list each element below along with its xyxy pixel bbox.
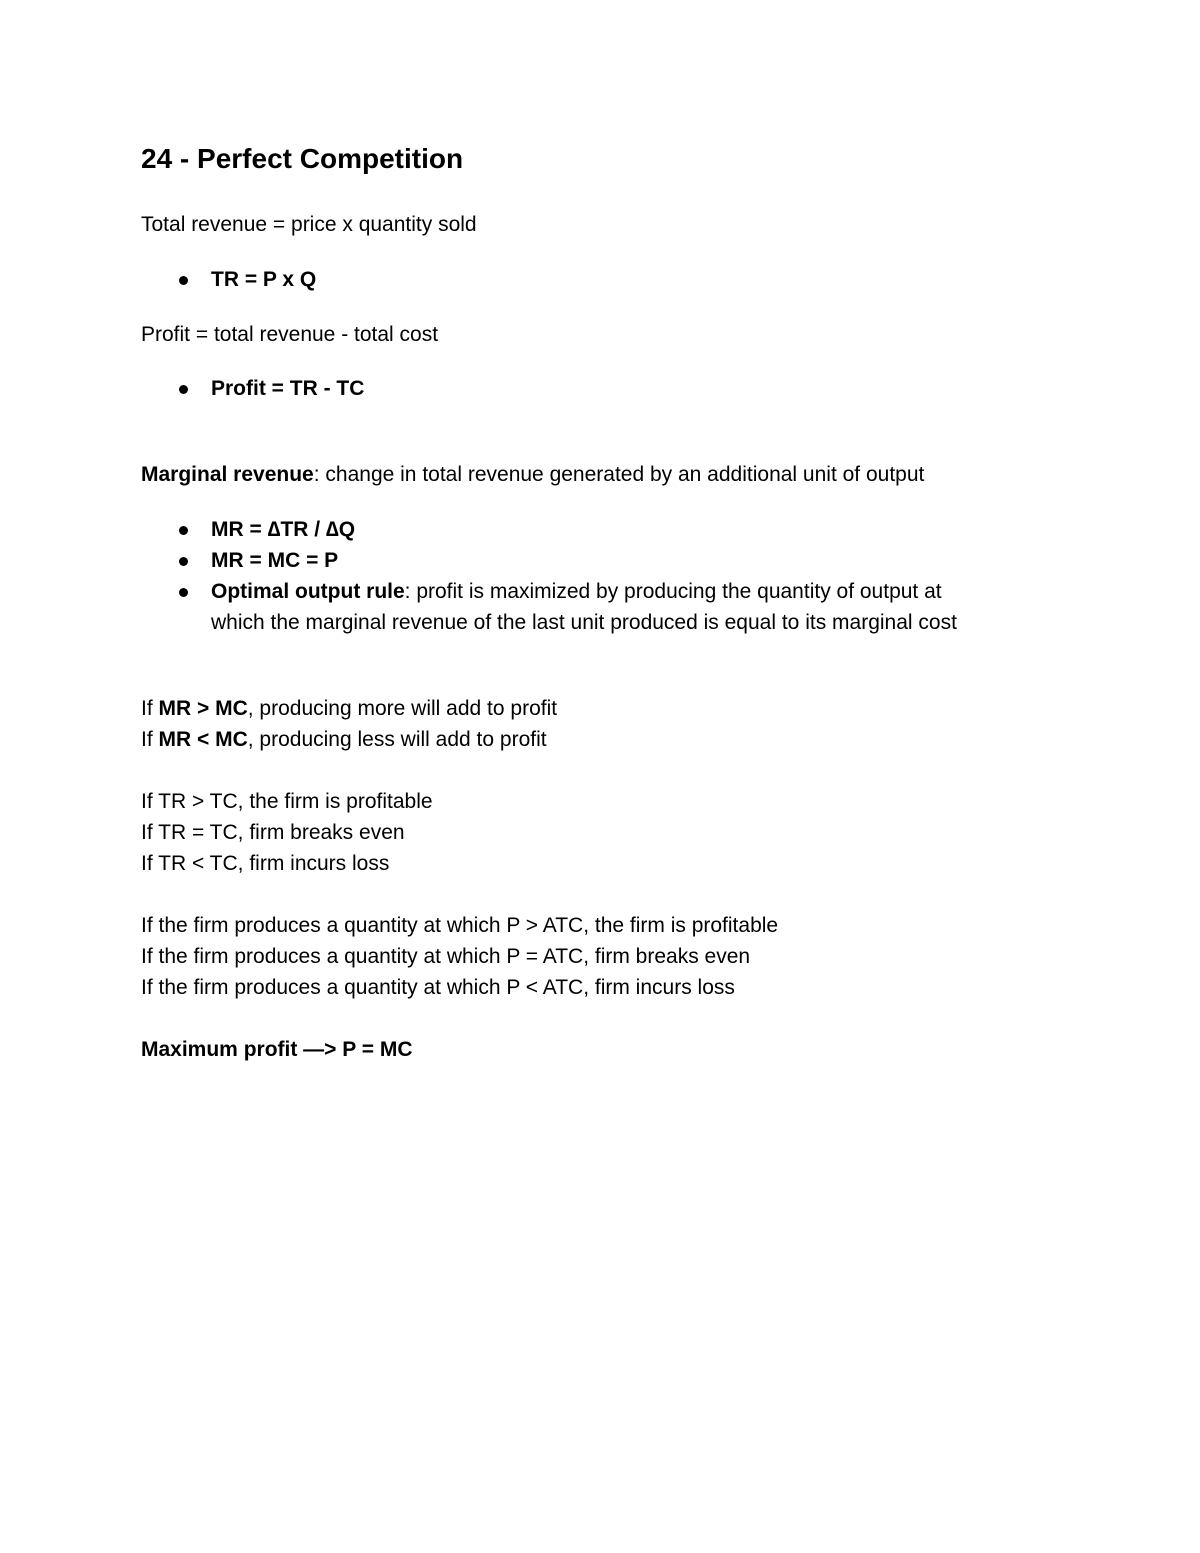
tr-greater-than-tc-line: If TR > TC, the firm is profitable: [141, 790, 433, 813]
mr-mc-p-formula: MR = MC = P: [211, 549, 339, 572]
p-greater-than-atc-line: If the firm produces a quantity at which P > ATC, the firm is profitable: [141, 914, 779, 937]
marginal-revenue-text: : change in total revenue generated by an additional unit of output: [313, 463, 925, 486]
tr-equal-tc-line: If TR = TC, firm breaks even: [141, 821, 405, 844]
profit-formula: Profit = TR - TC: [211, 377, 365, 400]
p-less-than-atc-line: If the firm produces a quantity at which P < ATC, firm incurs loss: [141, 976, 735, 999]
optimal-output-rule: [211, 576, 942, 607]
optimal-output-rule-text-1: : profit is maximized by producing the quantity of output at: [404, 580, 942, 603]
mr-gt-mc: MR > MC: [158, 697, 248, 720]
tr-formula: TR = P x Q: [211, 268, 317, 291]
bullet-icon: [179, 557, 188, 566]
if-word: If: [141, 697, 159, 720]
bullet-icon: [179, 526, 188, 535]
if-word: If: [141, 728, 159, 751]
bullet-icon: [179, 276, 188, 285]
tr-less-than-tc-line: If TR < TC, firm incurs loss: [141, 852, 390, 875]
mr-lt-mc: MR < MC: [158, 728, 248, 751]
page-title: 24 - Perfect Competition: [141, 143, 464, 174]
mr-gt-mc-rest: , producing more will add to profit: [247, 697, 558, 720]
mr-formula-delta: MR = ∆TR / ∆Q: [211, 518, 356, 541]
maximum-profit-line: Maximum profit —> P = MC: [141, 1038, 413, 1061]
bullet-icon: [179, 588, 188, 597]
mr-greater-than-mc-line: [141, 693, 557, 724]
mr-less-than-mc-line: [141, 724, 547, 755]
profit-definition: Profit = total revenue - total cost: [141, 323, 439, 346]
optimal-output-rule-term: Optimal output rule: [211, 580, 405, 603]
optimal-output-rule-text-2: which the marginal revenue of the last unit produced is equal to its marginal cost: [211, 611, 957, 634]
marginal-revenue-term: Marginal revenue: [141, 463, 314, 486]
marginal-revenue-definition: [141, 459, 924, 490]
total-revenue-definition: Total revenue = price x quantity sold: [141, 213, 477, 236]
p-equal-atc-line: If the firm produces a quantity at which P = ATC, firm breaks even: [141, 945, 751, 968]
mr-lt-mc-rest: , producing less will add to profit: [247, 728, 547, 751]
bullet-icon: [179, 385, 188, 394]
